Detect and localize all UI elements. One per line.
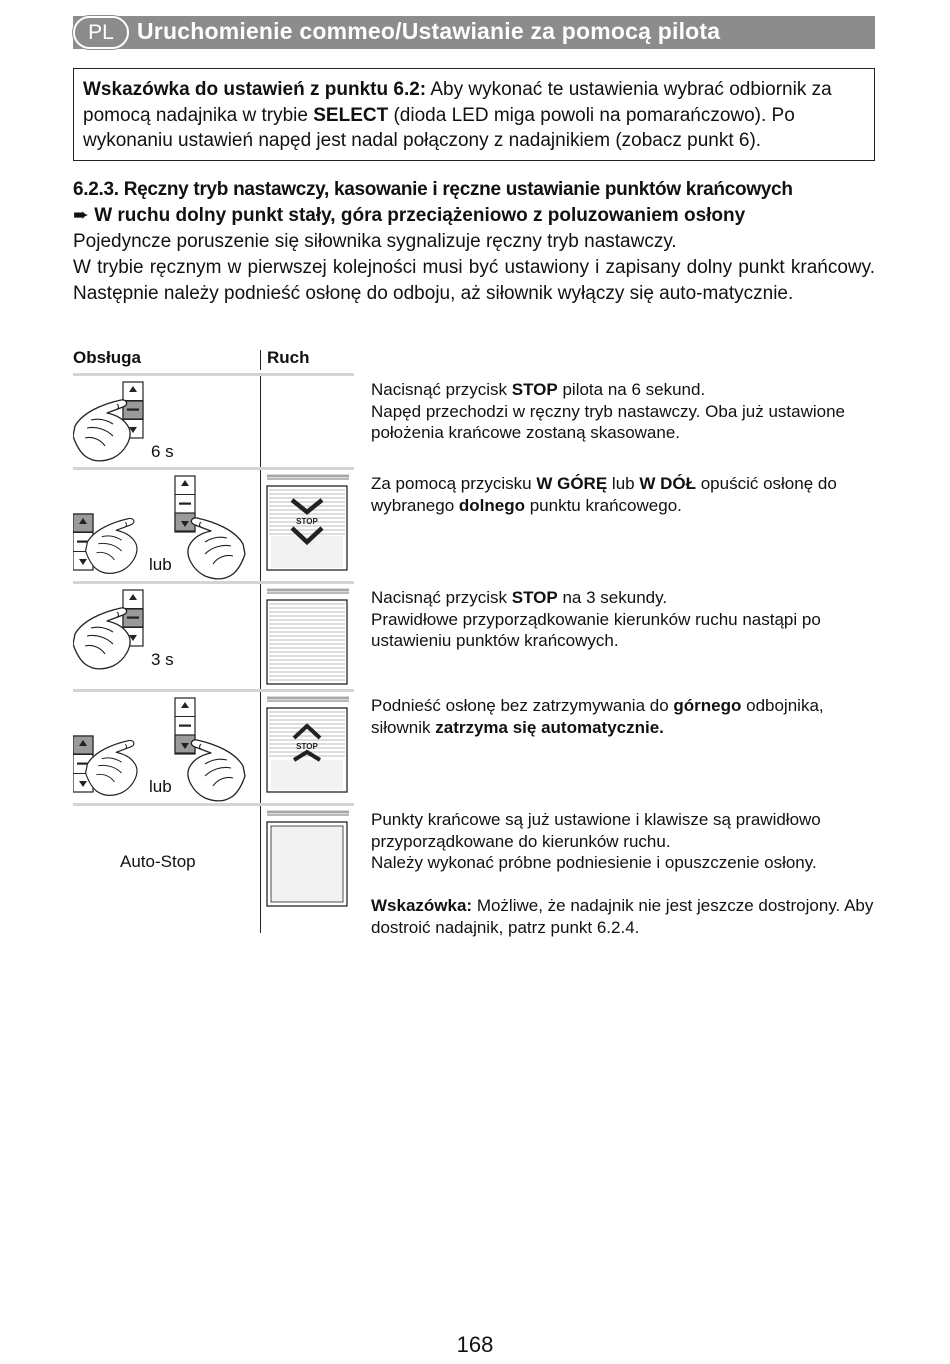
blind-open-icon <box>265 810 355 910</box>
text-run: pilota na 6 sekund. <box>557 380 706 399</box>
note-lead: Wskazówka do ustawień z punktu 6.2: <box>83 79 427 100</box>
motion-illustration <box>265 810 355 915</box>
blind-up-icon <box>265 696 355 796</box>
text-run: Możliwe, że nadajnik nie jest jeszcze dostrojony. Aby dostroić nadajnik, patrz punkt 6.2.4. <box>371 896 874 937</box>
text-run: lub <box>607 474 640 493</box>
instruction-row <box>73 470 875 580</box>
instruction-text <box>371 809 877 938</box>
control-illustration <box>73 806 259 934</box>
bold-term: STOP <box>511 588 558 607</box>
instruction-row <box>73 692 875 802</box>
remote-stop-press-icon <box>73 584 259 688</box>
instruction-row <box>73 806 875 937</box>
motion-illustration <box>265 474 355 579</box>
motion-illustration <box>265 588 355 693</box>
bold-term: górnego <box>673 696 742 715</box>
text-run: opuścić osłonę do wybranego <box>371 474 837 515</box>
instruction-row <box>73 584 875 688</box>
text-run: Należy wykonać próbne podniesienie i opuszczenie osłony. <box>371 853 817 872</box>
text-run: Podnieść osłonę bez zatrzymywania do <box>371 696 674 715</box>
note-text-2: (dioda LED miga powoli na pomarańczowo). Po wykonaniu ustawień napęd jest nadal połączony z nadajnikiem (zobacz punkt 6). <box>83 104 795 151</box>
column-header-motion: Ruch <box>267 348 310 367</box>
text-run: Punkty krańcowe są już ustawione i klawisze są prawidłowo przyporządkowane do kierunków ruchu. <box>371 810 821 851</box>
page-header <box>73 16 875 49</box>
note-select: SELECT <box>313 104 389 126</box>
bold-term: STOP <box>511 380 558 399</box>
text-run: Nacisnąć przycisk <box>371 380 512 399</box>
control-illustration <box>73 692 259 802</box>
bold-term: zatrzyma się automatycznie. <box>435 717 664 737</box>
bold-term: Wskazówka: <box>371 896 473 915</box>
section-subheading-text: W ruchu dolny punkt stały, góra przeciążeniowo z poluzowaniem osłony <box>94 205 746 226</box>
section-paragraph-2: W trybie ręcznym w pierwszej kolejności musi być ustawiony i zapisany dolny punkt krańcowy. Następnie należy podnieść osłonę do odboju, aż siłownik wyłączy się auto-matycznie. <box>73 257 875 304</box>
control-label: lub <box>149 777 172 796</box>
motion-illustration <box>265 696 355 801</box>
control-illustration <box>73 376 259 466</box>
text-run: Prawidłowe przyporządkowanie kierunków ruchu nastąpi po ustawieniu punktów krańcowych. <box>371 609 821 650</box>
language-badge: PL <box>73 16 129 49</box>
text-run: odbojnika, siłownik <box>371 696 824 737</box>
text-run: na 3 sekundy. <box>557 588 668 607</box>
stop-label: STOP <box>296 742 318 751</box>
control-label: lub <box>149 555 172 574</box>
control-illustration <box>73 470 259 580</box>
note-text-1: Aby wykonać te ustawienia wybrać odbiornik za pomocą nadajnika w trybie <box>83 79 832 126</box>
text-run: Nacisnąć przycisk <box>371 588 512 607</box>
page-title: Uruchomienie commeo/Ustawianie za pomocą pilota <box>137 18 721 44</box>
text-run: punktu krańcowego. <box>525 495 682 515</box>
column-divider <box>260 350 261 370</box>
auto-stop-label: Auto-Stop <box>120 852 196 871</box>
bold-term: W GÓRĘ <box>536 474 608 493</box>
section-paragraph-1: Pojedyncze poruszenie się siłownika sygnalizuje ręczny tryb nastawczy. <box>73 231 677 252</box>
instruction-row <box>73 376 875 466</box>
instruction-text <box>371 379 877 444</box>
text-run: Za pomocą przycisku <box>371 474 537 493</box>
bold-term: W DÓŁ <box>639 474 696 493</box>
control-illustration <box>73 584 259 688</box>
section-subheading <box>73 203 875 229</box>
page-number: 168 <box>456 1332 494 1357</box>
arrow-icon: ➨ <box>73 205 89 226</box>
control-label: 6 s <box>151 442 174 461</box>
column-header-control: Obsługa <box>73 348 142 367</box>
control-label: 3 s <box>151 650 174 669</box>
section-6-2-3 <box>73 177 875 307</box>
instruction-text <box>371 695 877 738</box>
text-run: Napęd przechodzi w ręczny tryb nastawczy. Oba już ustawione położenia krańcowe zostaną skasowane. <box>371 401 846 442</box>
instruction-text <box>371 473 877 516</box>
settings-note-box <box>73 68 875 161</box>
instruction-text <box>371 587 877 652</box>
stop-label: STOP <box>296 517 318 526</box>
section-heading: 6.2.3. Ręczny tryb nastawczy, kasowanie i ręczne ustawianie punktów krańcowych <box>73 179 793 200</box>
blind-closed-icon <box>265 588 355 688</box>
blind-up-down-icon <box>265 474 355 574</box>
bold-term: dolnego <box>458 495 525 515</box>
